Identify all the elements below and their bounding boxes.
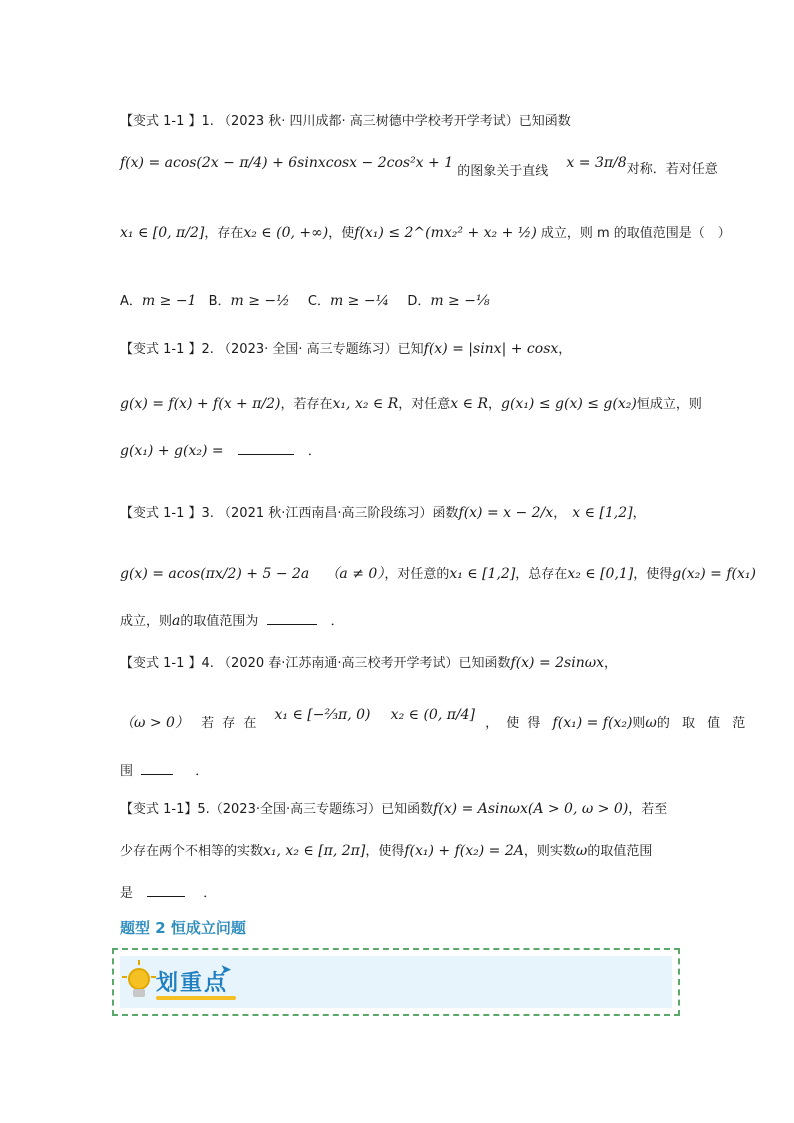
problem-5-text-4: ，则实数	[523, 844, 576, 859]
problem-3-text-5: 的取值范围为	[180, 614, 259, 629]
problem-5-line-3	[120, 882, 216, 901]
problem-3-function: f(x) = x − 2/x	[458, 505, 554, 521]
problem-5-omega: ω	[575, 843, 588, 859]
problem-4-omega: ω	[645, 715, 657, 731]
problem-2-end: ．	[307, 444, 321, 459]
problem-5-equation: f(x₁) + f(x₂) = 2A	[404, 843, 524, 859]
problem-5-line-2	[120, 840, 652, 859]
problem-3-domain: x ∈ [1,2]	[572, 505, 633, 521]
problem-2-x: x ∈ R	[450, 396, 488, 412]
problem-3-g-def: g(x) = acos(πx/2) + 5 − 2a	[120, 566, 310, 582]
problem-4-text-4: 的 取 值 范	[656, 716, 750, 731]
problem-4-text-2: ， 使 得	[485, 716, 543, 731]
problem-1-x1-domain: x₁ ∈ [0, π/2]	[120, 225, 205, 241]
problem-5-header: 【变式 1-1】5.（2023·全国·高三专题练习）已知函数	[120, 802, 434, 817]
answer-blank-3[interactable]	[267, 612, 317, 625]
key-points-panel	[120, 956, 672, 1008]
problem-2-comma: ，	[558, 342, 572, 357]
problem-4-line-3	[120, 760, 208, 779]
lightbulb-base	[133, 989, 145, 997]
problem-4-equation: f(x₁) = f(x₂)	[552, 715, 633, 731]
problem-4-x2: x₂ ∈ (0, π/4]	[390, 707, 475, 723]
problem-4-function: f(x) = 2sinωx	[510, 655, 605, 671]
section-heading: 题型 2 恒成立问题	[120, 919, 246, 937]
problem-3-comma-2: ，	[632, 506, 646, 521]
problem-1-text-2: 对称．若对任意	[626, 162, 718, 177]
answer-blank-5[interactable]	[147, 884, 185, 897]
problem-5-text: ，若至	[628, 802, 668, 817]
answer-blank-4[interactable]	[141, 762, 173, 775]
problem-2-function: f(x) = |sinx| + cosx	[423, 341, 559, 357]
key-points-label: 划重点	[156, 971, 229, 996]
problem-4-line-2	[120, 707, 750, 732]
paper-plane-icon: ➤	[220, 962, 232, 978]
problem-2-line-1	[120, 338, 571, 357]
problem-1-options	[120, 290, 490, 309]
problem-1-text-4: ，使	[328, 226, 355, 241]
option-a: A．m ≥ −1	[120, 293, 197, 309]
problem-3-text-3: ，使得	[633, 567, 673, 582]
problem-1-inequality: f(x₁) ≤ 2^(mx₂² + x₂ + ½)	[354, 225, 537, 241]
problem-4-line-1	[120, 652, 617, 671]
lightbulb-ray-top	[138, 960, 140, 965]
problem-4-text-5: 围	[120, 764, 134, 779]
problem-2-text: ，若存在	[280, 397, 333, 412]
problem-3-text-4: 成立，则	[120, 614, 173, 629]
problem-3-text: ，对任意的	[384, 567, 450, 582]
problem-1-x2-domain: x₂ ∈ (0, +∞)	[243, 225, 329, 241]
problem-5-text-2: 少存在两个不相等的实数	[120, 844, 264, 859]
problem-3-line-2	[120, 563, 756, 583]
problem-4-text: 若 存 在	[201, 716, 259, 731]
problem-2-vars: x₁, x₂ ∈ R	[332, 396, 399, 412]
problem-2-inequality: g(x₁) ≤ g(x) ≤ g(x₂)	[501, 396, 637, 412]
problem-3-line-3	[120, 610, 344, 629]
problem-5-text-5: 的取值范围	[587, 844, 653, 859]
problem-4-header: 【变式 1-1 】4. （2020 春·江苏南通·高三校考开学考试）已知函数	[120, 656, 511, 671]
answer-blank-2[interactable]	[238, 442, 294, 455]
problem-1-question: 成立，则 m 的取值范围是（ ）	[540, 226, 731, 241]
problem-1-line-2	[120, 152, 718, 179]
problem-5-end: ．	[203, 886, 217, 901]
problem-3-text-2: ，总存在	[515, 567, 568, 582]
problem-2-line-2	[120, 393, 702, 412]
option-b: B．m ≥ −½	[208, 293, 290, 309]
lightbulb-icon	[128, 968, 150, 990]
problem-4-text-3: 则	[632, 716, 646, 731]
lightbulb-ray	[122, 976, 127, 978]
problem-3-header: 【变式 1-1 】3. （2021 秋·江西南昌·高三阶段练习）函数	[120, 506, 459, 521]
problem-1-axis: x = 3π/8	[566, 155, 627, 171]
problem-1-line-3	[120, 222, 731, 241]
key-points-box	[112, 948, 680, 1016]
problem-4-end: ．	[195, 764, 209, 779]
option-d: D．m ≥ −⅛	[407, 293, 490, 309]
problem-2-text-2: ，对任意	[398, 397, 451, 412]
problem-2-header: 【变式 1-1 】2. （2023· 全国· 高三专题练习）已知	[120, 342, 424, 357]
problem-5-line-1	[120, 798, 667, 817]
problem-3-x1: x₁ ∈ [1,2]	[449, 566, 516, 582]
problem-2-g-def: g(x) = f(x) + f(x + π/2)	[120, 396, 281, 412]
problem-3-a: a	[172, 613, 181, 629]
problem-5-text-3: ，使得	[365, 844, 405, 859]
problem-3-line-1	[120, 502, 646, 521]
problem-2-line-3	[120, 440, 321, 459]
problem-3-x2: x₂ ∈ [0,1]	[567, 566, 634, 582]
problem-1-text-3: ，存在	[204, 226, 244, 241]
problem-3-comma: ，	[553, 506, 567, 521]
problem-2-text-3: ，	[487, 397, 501, 412]
problem-2-sum: g(x₁) + g(x₂) =	[120, 443, 224, 459]
problem-3-condition: （a ≠ 0）	[325, 566, 385, 582]
problem-1-line-1	[120, 110, 571, 129]
option-c: C．m ≥ −¼	[307, 293, 390, 309]
problem-5-text-6: 是	[120, 886, 134, 901]
problem-5-vars: x₁, x₂ ∈ [π, 2π]	[263, 843, 366, 859]
problem-1-header: 【变式 1-1 】1. （2023 秋· 四川成都· 高三树德中学校考开学考试）已知函数	[120, 114, 571, 129]
problem-4-comma: ，	[604, 656, 618, 671]
problem-1-text: 的图象关于直线	[457, 164, 549, 179]
problem-2-text-4: 恒成立，则	[636, 397, 702, 412]
problem-4-x1: x₁ ∈ [−⅔π, 0)	[274, 707, 371, 723]
problem-5-function: f(x) = Asinωx(A > 0, ω > 0)	[433, 801, 629, 817]
label-underline	[156, 996, 236, 1000]
problem-3-equation: g(x₂) = f(x₁)	[672, 566, 756, 582]
problem-4-condition: （ω > 0）	[120, 715, 189, 731]
problem-3-end: ．	[330, 614, 344, 629]
problem-1-function: f(x) = acos(2x − π/4) + 6sinxcosx − 2cos²x + 1	[120, 155, 454, 171]
